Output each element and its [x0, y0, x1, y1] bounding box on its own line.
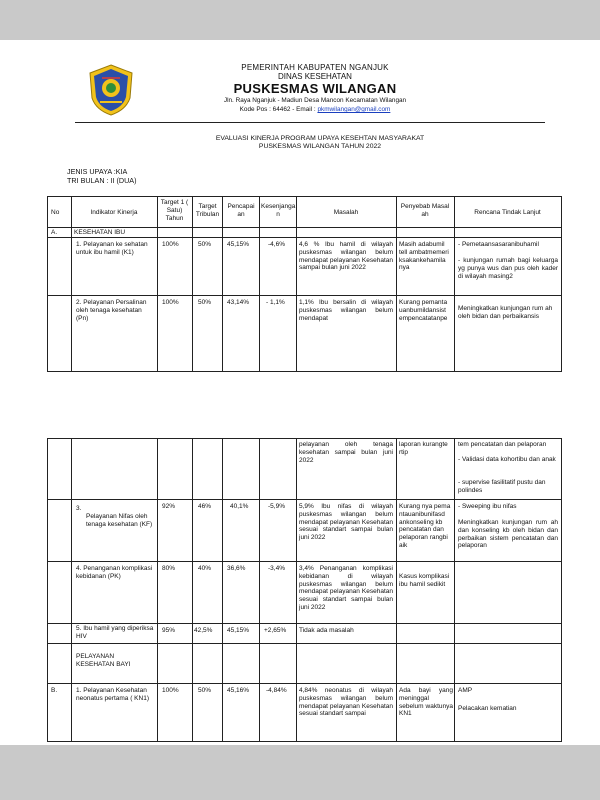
r3-pencapaian: 40,1% [230, 503, 249, 510]
contact-line [150, 106, 480, 113]
r6-rencana-2: Pelacakan kematian [458, 705, 517, 712]
postal-text: Kode Pos : 64462 - Email : [239, 106, 316, 113]
r0-rencana-1: tem pencatatan dan pelaporan [458, 441, 547, 448]
r6-masalah: 4,84% neonatus di wilayah puskesmas wilangan belum mendapat pelayanan Kesehatan sesuai standart sampai [299, 687, 393, 718]
organization-name: PUSKESMAS WILANGAN [233, 81, 397, 96]
r6-no: B. [51, 687, 58, 694]
col-indikator: Indikator Kinerja [90, 209, 138, 216]
government-line: PEMERINTAH KABUPATEN NGANJUK [241, 63, 389, 72]
r4-penyebab: Kasus komplikasi ibu hamil sedikit [399, 573, 450, 588]
r0-rencana-3: - supervise fasilitatif pustu dan polindes [458, 479, 546, 494]
r1-penyebab: Masih adabumil tell ambatmemeri ksakankehamila nya [399, 241, 449, 272]
r3-kesenjangan: -5,9% [268, 503, 285, 510]
report-subtitle: PUSKESMAS WILANGAN TAHUN 2022 [258, 143, 382, 150]
r5-masalah: Tidak ada masalah [299, 627, 354, 634]
report-title: EVALUASI KINERJA PROGRAM UPAYA KESEHTAN MASYARAKAT [215, 135, 425, 142]
col-target-tribulan: Target Tribulan [195, 203, 220, 218]
r2-kesenjangan: - 1,1% [266, 299, 285, 306]
evaluation-table-part2 [47, 438, 562, 742]
email-link[interactable]: pkmwilangan@gmail.com [317, 106, 391, 113]
section-a-no: A. [51, 229, 58, 236]
r6-kesenjangan: -4,84% [266, 687, 287, 694]
r1-target-tri: 50% [198, 241, 212, 248]
department-line: DINAS KESEHATAN [278, 72, 352, 81]
col-penyebab: Penyebab Masal ah [400, 203, 450, 218]
r3-no: 3. [76, 505, 82, 512]
r5-indikator: 5. Ibu hamil yang diperiksa HIV [76, 625, 154, 640]
tribulan: TRI BULAN : II (DUA) [67, 176, 137, 185]
r2-penyebab: Kurang pemanta uanbumildansist empencatatanpe [399, 299, 448, 322]
r2-rencana: Meningkatkan kunjungan rum ah oleh bidan dan perbaikansis [458, 305, 553, 320]
r2-masalah: 1,1% Ibu bersalin di wilayah puskesmas wilangan belum mendapat [299, 299, 393, 322]
r3-penyebab: Kurang nya pema ntauanibunifasd ankonseling kb pencatatan dan pelaporan rangbi aik [399, 503, 451, 549]
r2-target-tri: 50% [198, 299, 212, 306]
address-line: Jln. Raya Nganjuk - Madiun Desa Mancon Kecamatan Wilangan [223, 97, 407, 104]
r5-kesenjangan: +2,65% [264, 627, 287, 634]
r1-pencapaian: 45,15% [227, 241, 250, 248]
document-page [0, 40, 600, 745]
jenis-upaya: JENIS UPAYA :KIA [67, 167, 128, 176]
col-pencapaian: Pencapai an [227, 203, 255, 218]
r4-target1: 80% [162, 565, 176, 572]
r1-rencana-2: - kunjungan rumah bagi keluarga yg punya wus dan pus oleh kader di wilayah masing2 [458, 257, 558, 280]
r1-masalah: 4,6 % Ibu hamil di wilayah puskesmas wilangan belum mendapat pelayanan Kesehatan sampai bulan juni 2022 [299, 241, 393, 272]
col-masalah: Masalah [333, 209, 359, 216]
header-divider [75, 122, 545, 123]
r6-pencapaian: 45,16% [227, 687, 250, 694]
r4-pencapaian: 36,6% [227, 565, 246, 572]
r5-target-tri: 42,5% [194, 627, 213, 634]
r0-masalah: pelayanan oleh tenaga kesehatan sampai bulan juni 2022 [299, 441, 393, 464]
r3-rencana-1: - Sweeping ibu nifas [458, 503, 517, 510]
r3-rencana-2: Meningkatkan kunjungan rum ah dan konseling kb oleh bidan dan perbaikan sistem pencatatan dan pelaporan [458, 519, 558, 550]
col-target-tahun: Target 1 ( Satu) Tahun [160, 199, 189, 222]
r0-penyebab: laporan kurangte rtip [399, 441, 448, 456]
r3-masalah: 5,9% Ibu nifas di wilayah puskesmas wilangan belum mendapat pelayanan Kesehatan sesuai standart sampai bulan juni 2022 [299, 503, 393, 542]
r2-indikator: 2. Pelayanan Persalinan oleh tenaga kesehatan (Pn) [76, 299, 147, 322]
r1-target1: 100% [162, 241, 179, 248]
evaluation-table-part1 [47, 196, 562, 372]
r6-target-tri: 50% [198, 687, 212, 694]
r0-rencana-2: - Validasi data kohortibu dan anak [458, 456, 556, 463]
r6-target1: 100% [162, 687, 179, 694]
r3-target1: 92% [162, 503, 176, 510]
r4-masalah: 3,4% Penanganan komplikasi kebidanan di wilayah puskesmas wilangan belum mendapat pelayanan Kesehatan sesuai standart sampai bulan juni 2022 [299, 565, 393, 611]
regency-emblem-icon [88, 64, 134, 116]
section-a-label: KESEHATAN IBU [74, 229, 126, 236]
r1-indikator: 1. Pelayanan ke sehatan untuk ibu hamil (K1) [76, 241, 148, 256]
r6-rencana-1: AMP [458, 687, 473, 694]
r5-target1: 95% [162, 627, 176, 634]
r5-pencapaian: 45,15% [227, 627, 250, 634]
r6-indikator: 1. Pelayanan Kesehatan neonatus pertama ( KN1) [76, 687, 149, 702]
col-no: No [51, 209, 60, 216]
section-b-label: PELAYANAN KESEHATAN BAYI [76, 653, 131, 668]
col-kesenjangan: Kesenjanga n [261, 203, 296, 218]
r4-indikator: 4. Penanganan komplikasi kebidanan (PK) [76, 565, 153, 580]
r2-target1: 100% [162, 299, 179, 306]
r1-rencana-1: - Pemetaansasaranibuhamil [458, 241, 539, 248]
r1-kesenjangan: -4,6% [268, 241, 285, 248]
col-rencana: Rencana Tindak Lanjut [474, 209, 541, 216]
r3-indikator: Pelayanan Nifas oleh tenaga kesehatan (KF) [86, 513, 153, 528]
r2-pencapaian: 43,14% [227, 299, 250, 306]
r3-target-tri: 46% [198, 503, 212, 510]
r4-kesenjangan: -3,4% [268, 565, 285, 572]
r4-target-tri: 40% [198, 565, 212, 572]
r6-penyebab: Ada bayi yang meninggal sebelum waktunya KN1 [399, 687, 453, 718]
